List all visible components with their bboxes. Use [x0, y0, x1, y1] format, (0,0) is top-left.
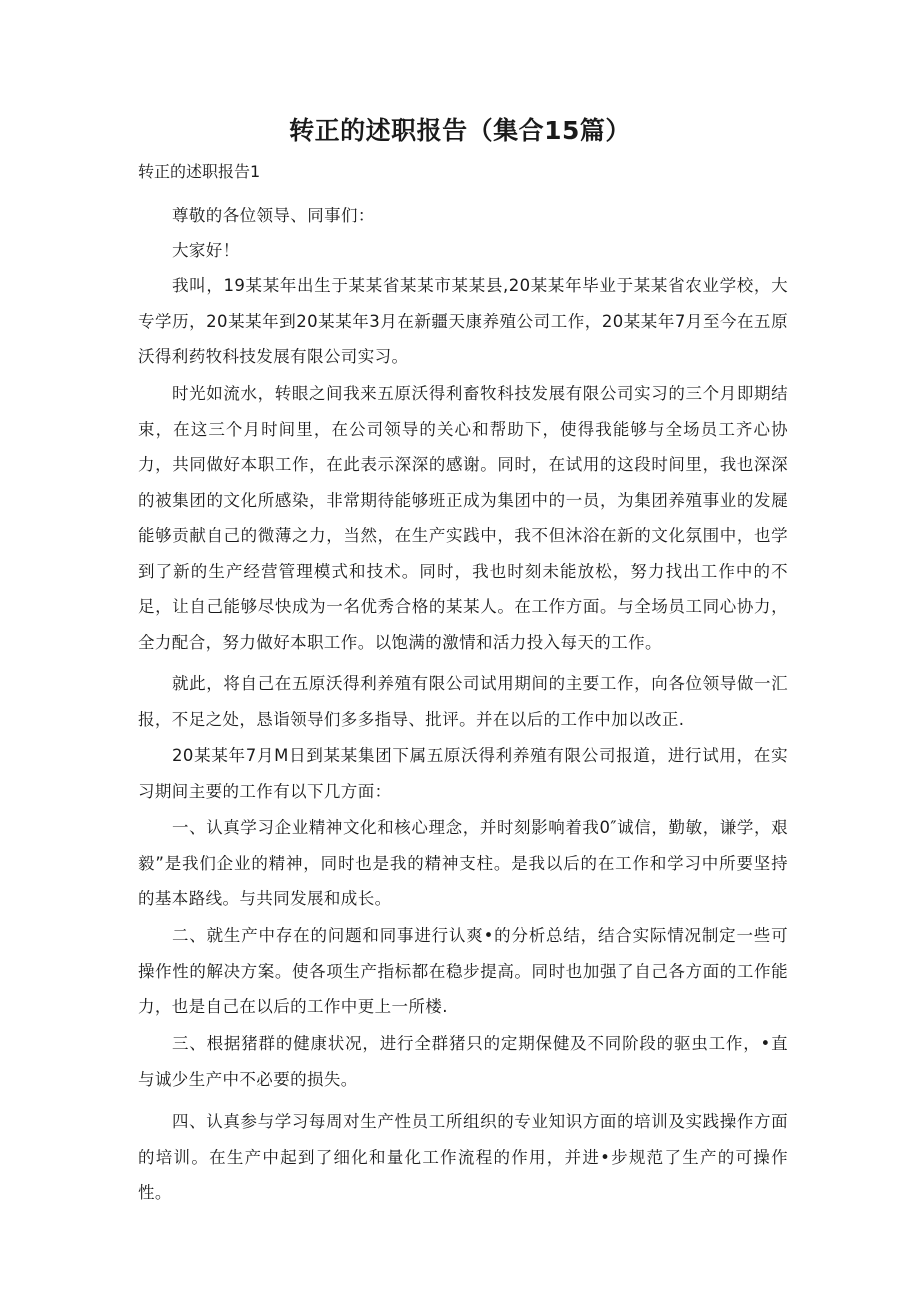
paragraph-arrival: 20某某年7月M日到某某集团下属五原沃得利养殖有限公司报道，进行试用，在实习期间主要的工作有以下几方面：	[138, 746, 788, 801]
paragraph-report-intro: 就此，将自己在五原沃得利养殖有限公司试用期间的主要工作，向各位领导做一汇报，不足之处，恳诣领导们多多指导、批评。并在以后的工作中加以改正.	[138, 674, 788, 729]
paragraph-greeting: 大家好！	[172, 241, 240, 260]
paragraph-intro: 我叫，19某某年出生于某某省某某市某某县,20某某年毕业于某某省农业学校，大专学历，20某某年到20某某年3月在新疆天康养殖公司工作，20某某年7月至今在五原沃得利药牧科技发展有限公司实习。	[138, 276, 788, 366]
paragraph-item-2: 二、就生产中存在的问题和同事进行认爽•的分析总结，结合实际情况制定一些可操作性的解决方案。使各项生产指标都在稳步提高。同时也加强了自己各方面的工作能力，也是自己在以后的工作中更上一所楼.	[138, 926, 788, 1016]
document-title: 转正的述职报告（集合15篇）	[289, 116, 631, 145]
paragraph-item-1: 一、认真学习企业精神文化和核心理念，并时刻影响着我0″诚信，勤敏，谦学，艰毅”是我们企业的精神，同时也是我的精神支柱。是我以后的在工作和学习中所要坚持的基本路线。与共同发展和成长。	[138, 818, 788, 908]
paragraph-salutation: 尊敬的各位领导、同事们：	[172, 206, 375, 225]
paragraph-item-3: 三、根据猪群的健康状况，进行全群猪只的定期保健及不同阶段的驱虫工作，•直与诚少生产中不必要的损失。	[138, 1034, 788, 1089]
paragraph-reflection: 时光如流水，转眼之间我来五原沃得利畜牧科技发展有限公司实习的三个月即期结束，在这三个月时间里，在公司领导的关心和帮助下，使得我能够与全场员工齐心协力，共同做好本职工作，在此表示深深的感谢。同时，在试用的这段时间里，我也深深的被集团的文化所感染，非常期待能够班正成为集团中的一员，为集团养殖事业的发屣能够贡献自己的微薄之力，当然，在生产实践中，我不但沐浴在新的文化氛围中，也学到了新的生产经营管理模式和技术。同时，我也时刻未能放松，努力找出工作中的不足，让自己能够尽快成为一名优秀合格的某某人。在工作方面。与全场员工同心协力，全力配合，努力做好本职工作。以饱满的激情和活力投入每天的工作。	[138, 384, 788, 652]
section-heading: 转正的述职报告1	[138, 162, 261, 181]
paragraph-item-4: 四、认真参与学习每周对生产性员工所组织的专业知识方面的培训及实践操作方面的培训。在生产中起到了细化和量化工作流程的作用，并进•步规范了生产的可操作性。	[138, 1112, 788, 1202]
